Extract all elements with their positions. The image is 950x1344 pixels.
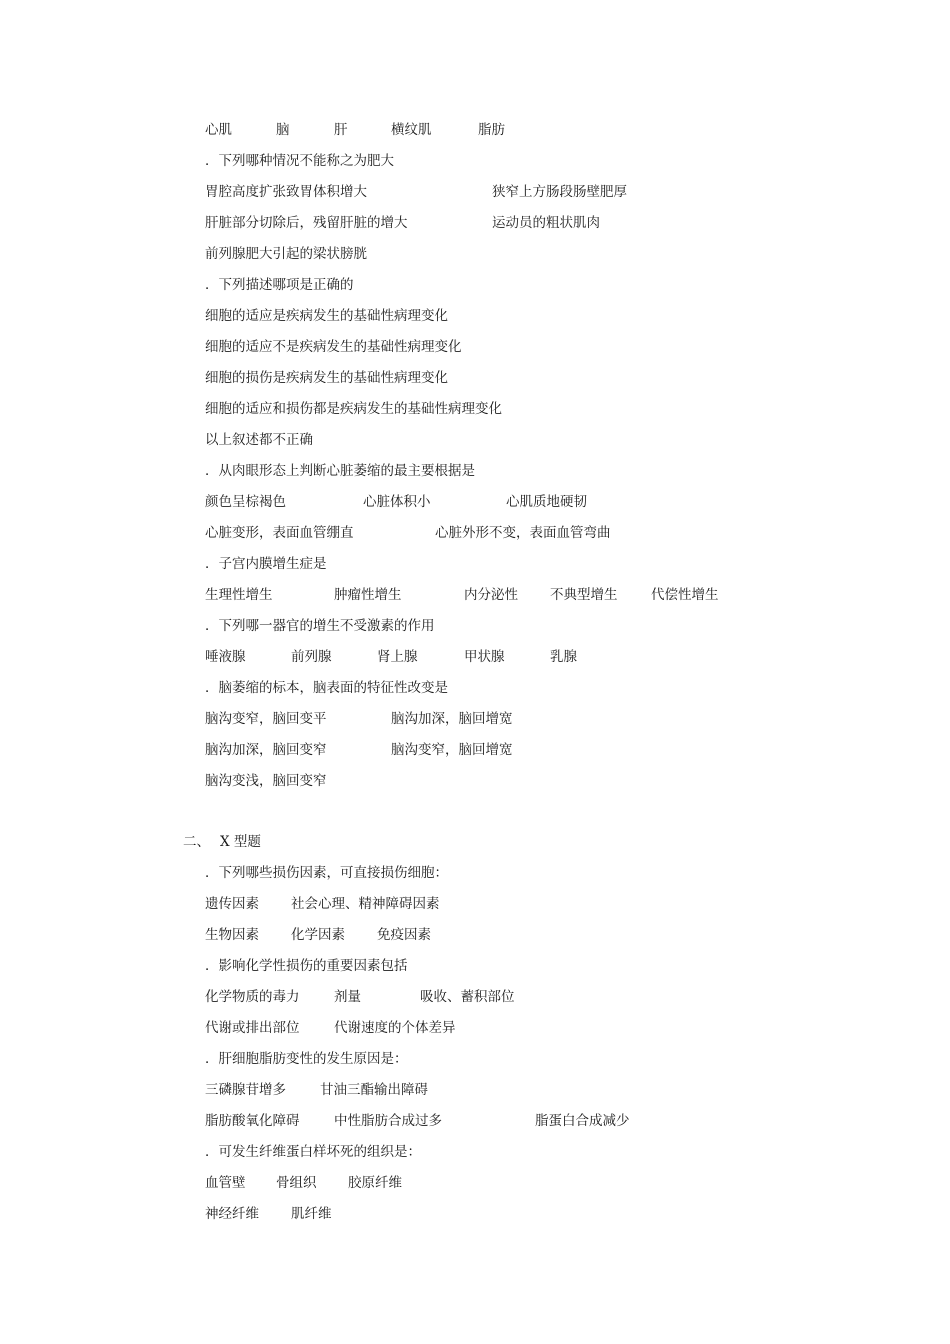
answer-option: 细胞的适应是疾病发生的基础性病理变化	[205, 308, 448, 324]
answer-option: 化学物质的毒力	[205, 989, 300, 1005]
answer-option: 前列腺	[291, 649, 332, 665]
answer-option: 脑沟变窄，脑回变平	[205, 711, 327, 727]
question-stem: ．脑萎缩的标本，脑表面的特征性改变是	[205, 680, 448, 696]
answer-option: 血管壁	[205, 1175, 246, 1191]
answer-option: 代谢或排出部位	[205, 1020, 300, 1036]
answer-option: 细胞的适应不是疾病发生的基础性病理变化	[205, 339, 462, 355]
answer-option: 化学因素	[291, 927, 345, 943]
answer-option: 生物因素	[205, 927, 259, 943]
answer-option: 胃腔高度扩张致胃体积增大	[205, 184, 367, 200]
question-stem: ．下列哪一器官的增生不受激素的作用	[205, 618, 435, 634]
question-stem: ．下列描述哪项是正确的	[205, 277, 354, 293]
question-stem: ．肝细胞脂肪变性的发生原因是：	[205, 1051, 408, 1067]
answer-option: 遗传因素	[205, 896, 259, 912]
question-stem: ．可发生纤维蛋白样坏死的组织是：	[205, 1144, 421, 1160]
answer-option: 中性脂肪合成过多	[334, 1113, 442, 1129]
answer-option: 免疫因素	[377, 927, 431, 943]
answer-option: 乳腺	[550, 649, 577, 665]
answer-option: 细胞的适应和损伤都是疾病发生的基础性病理变化	[205, 401, 502, 417]
answer-option: 肿瘤性增生	[334, 587, 402, 603]
section-title: X 型题	[220, 834, 261, 850]
question-stem: ．下列哪些损伤因素，可直接损伤细胞：	[205, 865, 448, 881]
answer-option: 心脏体积小	[363, 494, 431, 510]
answer-option: 脂蛋白合成减少	[535, 1113, 630, 1129]
answer-option: 神经纤维	[205, 1206, 259, 1222]
answer-option: 骨组织	[276, 1175, 317, 1191]
answer-option: 脂肪	[478, 122, 505, 138]
answer-option: 内分泌性	[464, 587, 518, 603]
answer-option: 脑沟加深，脑回变窄	[205, 742, 327, 758]
answer-option: 甲状腺	[464, 649, 505, 665]
answer-option: 甘油三酯输出障碍	[320, 1082, 428, 1098]
answer-option: 代谢速度的个体差异	[334, 1020, 456, 1036]
answer-option: 肝脏部分切除后，残留肝脏的增大	[205, 215, 408, 231]
section-number: 二、	[183, 834, 210, 850]
answer-option: 心肌质地硬韧	[506, 494, 587, 510]
answer-option: 心脏外形不变，表面血管弯曲	[435, 525, 611, 541]
answer-option: 心脏变形，表面血管绷直	[205, 525, 354, 541]
answer-option: 三磷腺苷增多	[205, 1082, 286, 1098]
question-stem: ．影响化学性损伤的重要因素包括	[205, 958, 408, 974]
answer-option: 吸收、蓄积部位	[420, 989, 515, 1005]
answer-option: 代偿性增生	[651, 587, 719, 603]
answer-option: 剂量	[334, 989, 361, 1005]
answer-option: 脑	[276, 122, 290, 138]
answer-option: 以上叙述都不正确	[205, 432, 313, 448]
question-stem: ．从肉眼形态上判断心脏萎缩的最主要根据是	[205, 463, 475, 479]
question-stem: ．子宫内膜增生症是	[205, 556, 327, 572]
answer-option: 不典型增生	[550, 587, 618, 603]
answer-option: 脂肪酸氧化障碍	[205, 1113, 300, 1129]
answer-option: 颜色呈棕褐色	[205, 494, 286, 510]
answer-option: 狭窄上方肠段肠壁肥厚	[492, 184, 627, 200]
answer-option: 横纹肌	[391, 122, 432, 138]
question-stem: ．下列哪种情况不能称之为肥大	[205, 153, 394, 169]
answer-option: 胶原纤维	[348, 1175, 402, 1191]
answer-option: 脑沟变窄，脑回增宽	[391, 742, 513, 758]
answer-option: 细胞的损伤是疾病发生的基础性病理变化	[205, 370, 448, 386]
answer-option: 运动员的粗状肌肉	[492, 215, 600, 231]
answer-option: 肌纤维	[291, 1206, 332, 1222]
answer-option: 脑沟加深，脑回增宽	[391, 711, 513, 727]
answer-option: 唾液腺	[205, 649, 246, 665]
answer-option: 社会心理、精神障碍因素	[291, 896, 440, 912]
answer-option: 脑沟变浅，脑回变窄	[205, 773, 327, 789]
answer-option: 前列腺肥大引起的梁状膀胱	[205, 246, 367, 262]
answer-option: 肾上腺	[377, 649, 418, 665]
answer-option: 生理性增生	[205, 587, 273, 603]
answer-option: 肝	[334, 122, 348, 138]
answer-option: 心肌	[205, 122, 232, 138]
